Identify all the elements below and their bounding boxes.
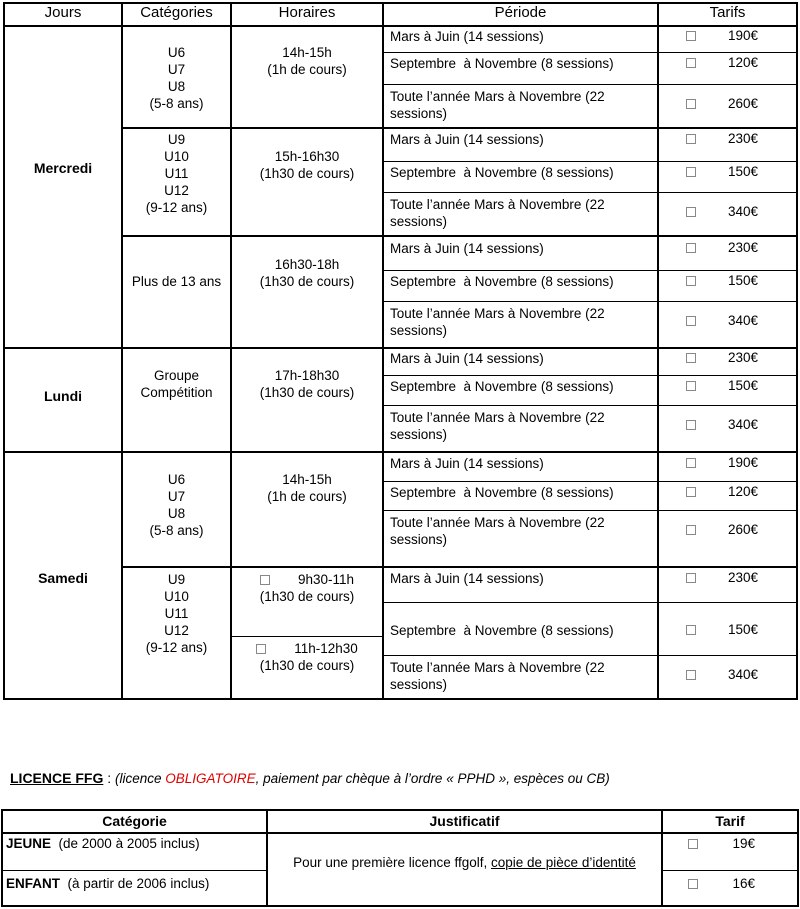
category-label: U7 bbox=[167, 489, 186, 504]
price-cell bbox=[686, 55, 786, 70]
licence-enfant-label: ENFANT bbox=[6, 876, 60, 891]
day-lundi: Lundi bbox=[43, 388, 83, 404]
checkbox-icon[interactable] bbox=[686, 420, 696, 430]
horaire-time: 11h-12h30 bbox=[232, 640, 382, 657]
price-value: 190€ bbox=[727, 455, 758, 470]
category-label: U7 bbox=[167, 62, 186, 77]
period-cell: Mars à Juin (14 sessions) bbox=[390, 351, 544, 366]
checkbox-icon[interactable] bbox=[686, 458, 696, 468]
period-cell: Toute l’année Mars à Novembre (22 sessions) bbox=[390, 660, 605, 692]
category-label: U6 bbox=[167, 472, 186, 487]
checkbox-icon[interactable] bbox=[688, 839, 698, 849]
price-value: 260€ bbox=[727, 96, 758, 111]
licence-justificatif: Pour une première licence ffgolf, copie de pièce d’identité bbox=[293, 855, 636, 870]
horaire-cell bbox=[232, 571, 382, 605]
category-u6-u8-samedi bbox=[123, 471, 230, 539]
checkbox-icon[interactable] bbox=[686, 243, 696, 253]
licence-jeune-label: JEUNE bbox=[6, 836, 52, 851]
licence-row-enfant bbox=[6, 876, 266, 891]
licence-enfant-note: (à partir de 2006 inclus) bbox=[60, 876, 210, 891]
header-jours: Jours bbox=[44, 4, 82, 21]
checkbox-icon[interactable] bbox=[686, 31, 696, 41]
period-cell: Toute l’année Mars à Novembre (22 sessions) bbox=[390, 410, 605, 442]
category-label: U11 bbox=[164, 606, 189, 621]
price-cell bbox=[686, 522, 786, 537]
horaire-duration: (1h30 de cours) bbox=[259, 385, 355, 400]
category-age: (5-8 ans) bbox=[149, 96, 204, 111]
horaire-time: 15h-16h30 bbox=[274, 149, 340, 164]
horaire-duration: (1h de cours) bbox=[267, 62, 347, 77]
licence-note: (licence OBLIGATOIRE, paiement par chèque à l’ordre « PPHD », espèces ou CB) bbox=[115, 771, 610, 786]
checkbox-icon[interactable] bbox=[686, 99, 696, 109]
category-u9-u12-samedi bbox=[123, 571, 230, 656]
category-age: (9-12 ans) bbox=[145, 200, 208, 215]
price-cell bbox=[686, 667, 786, 682]
horaire-duration: (1h30 de cours) bbox=[259, 274, 355, 289]
price-cell bbox=[686, 240, 786, 255]
price-value: 340€ bbox=[727, 417, 758, 432]
price-value: 230€ bbox=[727, 570, 758, 585]
price-cell bbox=[686, 313, 786, 328]
category-u9-u12 bbox=[123, 131, 230, 216]
price-cell bbox=[686, 131, 786, 146]
price-cell bbox=[686, 204, 786, 219]
horaire-cell bbox=[232, 367, 382, 401]
price-cell bbox=[686, 455, 786, 470]
horaire-cell bbox=[232, 640, 382, 674]
period-cell: Mars à Juin (14 sessions) bbox=[390, 571, 544, 586]
price-value: 150€ bbox=[727, 378, 758, 393]
period-cell: Toute l’année Mars à Novembre (22 sessions) bbox=[390, 515, 605, 547]
period-cell: Septembre à Novembre (8 sessions) bbox=[390, 274, 614, 289]
horaire-cell bbox=[232, 256, 382, 290]
checkbox-icon[interactable] bbox=[686, 207, 696, 217]
day-samedi: Samedi bbox=[38, 570, 88, 586]
checkbox-icon[interactable] bbox=[686, 381, 696, 391]
horaire-duration: (1h30 de cours) bbox=[259, 589, 355, 604]
price-value: 340€ bbox=[727, 667, 758, 682]
price-value: 230€ bbox=[727, 131, 758, 146]
checkbox-icon[interactable] bbox=[686, 134, 696, 144]
category-label: U8 bbox=[167, 79, 186, 94]
header-tarifs: Tarifs bbox=[709, 4, 746, 21]
horaire-cell bbox=[232, 148, 382, 182]
period-cell: Mars à Juin (14 sessions) bbox=[390, 132, 544, 147]
licence-justificatif-doc: copie de pièce d’identité bbox=[491, 855, 636, 870]
horaire-cell bbox=[232, 471, 382, 505]
price-cell bbox=[686, 378, 786, 393]
header-horaires: Horaires bbox=[278, 4, 336, 21]
horaire-time: 14h-15h bbox=[282, 472, 332, 487]
day-mercredi: Mercredi bbox=[33, 160, 93, 176]
price-value: 190€ bbox=[727, 28, 758, 43]
checkbox-icon[interactable] bbox=[686, 573, 696, 583]
licence-header-categorie: Catégorie bbox=[102, 813, 167, 829]
horaire-time: 16h30-18h bbox=[274, 257, 340, 272]
checkbox-icon[interactable] bbox=[686, 58, 696, 68]
category-label: U12 bbox=[164, 623, 189, 638]
licence-jeune-note: (de 2000 à 2005 inclus) bbox=[51, 836, 200, 851]
checkbox-icon[interactable] bbox=[686, 625, 696, 635]
horaire-duration: (1h30 de cours) bbox=[259, 658, 355, 673]
period-cell: Mars à Juin (14 sessions) bbox=[390, 241, 544, 256]
period-cell: Septembre à Novembre (8 sessions) bbox=[390, 165, 614, 180]
category-competition bbox=[123, 367, 230, 401]
horaire-duration: (1h30 de cours) bbox=[259, 166, 355, 181]
price-value: 150€ bbox=[727, 164, 758, 179]
price-value: 260€ bbox=[727, 522, 758, 537]
licence-header-tarif: Tarif bbox=[715, 813, 745, 829]
price-cell bbox=[686, 96, 786, 111]
price-cell bbox=[686, 484, 786, 499]
horaire-time: 17h-18h30 bbox=[274, 368, 340, 383]
checkbox-icon[interactable] bbox=[686, 316, 696, 326]
checkbox-icon[interactable] bbox=[686, 525, 696, 535]
price-value: 150€ bbox=[727, 622, 758, 637]
price-cell bbox=[686, 28, 786, 43]
licence-row-jeune bbox=[6, 836, 266, 851]
horaire-time: 9h30-11h bbox=[232, 571, 382, 588]
checkbox-icon[interactable] bbox=[686, 167, 696, 177]
price-cell bbox=[686, 570, 786, 585]
category-label: U6 bbox=[167, 45, 186, 60]
licence-price-value: 19€ bbox=[732, 836, 755, 851]
checkbox-icon[interactable] bbox=[686, 670, 696, 680]
category-label: U11 bbox=[164, 166, 189, 181]
category-age: (9-12 ans) bbox=[145, 640, 208, 655]
category-label: U12 bbox=[164, 183, 189, 198]
period-cell: Septembre à Novembre (8 sessions) bbox=[390, 623, 614, 638]
licence-price-jeune bbox=[688, 836, 788, 851]
category-label: Compétition bbox=[140, 385, 213, 400]
horaire-cell bbox=[232, 44, 382, 78]
period-cell: Septembre à Novembre (8 sessions) bbox=[390, 379, 614, 394]
period-cell: Septembre à Novembre (8 sessions) bbox=[390, 485, 614, 500]
licence-price-enfant bbox=[688, 876, 788, 891]
category-label: U9 bbox=[167, 132, 186, 147]
horaire-time: 14h-15h bbox=[282, 45, 332, 60]
licence-header-justificatif: Justificatif bbox=[429, 813, 500, 829]
category-label: U8 bbox=[167, 506, 186, 521]
period-cell: Mars à Juin (14 sessions) bbox=[390, 456, 544, 471]
price-value: 120€ bbox=[727, 484, 758, 499]
category-label: U10 bbox=[164, 149, 189, 164]
price-value: 150€ bbox=[727, 273, 758, 288]
price-cell bbox=[686, 273, 786, 288]
licence-price-value: 16€ bbox=[732, 876, 755, 891]
price-value: 120€ bbox=[727, 55, 758, 70]
period-cell: Septembre à Novembre (8 sessions) bbox=[390, 56, 614, 71]
price-value: 340€ bbox=[727, 204, 758, 219]
horaire-duration: (1h de cours) bbox=[267, 489, 347, 504]
header-periode: Période bbox=[494, 4, 547, 21]
header-categories: Catégories bbox=[140, 4, 213, 21]
price-cell bbox=[686, 350, 786, 365]
category-label: Groupe bbox=[153, 368, 200, 383]
checkbox-icon[interactable] bbox=[686, 276, 696, 286]
checkbox-icon[interactable] bbox=[686, 353, 696, 363]
checkbox-icon[interactable] bbox=[260, 575, 270, 585]
licence-heading bbox=[10, 770, 790, 786]
licence-title: LICENCE FFG bbox=[10, 770, 104, 786]
price-value: 340€ bbox=[727, 313, 758, 328]
category-plus13: Plus de 13 ans bbox=[131, 274, 222, 289]
price-cell bbox=[686, 622, 786, 637]
category-label: U9 bbox=[167, 572, 186, 587]
period-cell: Toute l’année Mars à Novembre (22 sessions) bbox=[390, 306, 605, 338]
checkbox-icon[interactable] bbox=[688, 879, 698, 889]
period-cell: Toute l’année Mars à Novembre (22 sessions) bbox=[390, 197, 605, 229]
category-label: U10 bbox=[164, 589, 189, 604]
period-cell: Mars à Juin (14 sessions) bbox=[390, 29, 544, 44]
checkbox-icon[interactable] bbox=[256, 644, 266, 654]
checkbox-icon[interactable] bbox=[686, 487, 696, 497]
licence-sep: : bbox=[103, 770, 116, 786]
period-cell: Toute l’année Mars à Novembre (22 sessions) bbox=[390, 89, 605, 121]
category-u6-u8 bbox=[123, 44, 230, 112]
category-age: (5-8 ans) bbox=[149, 523, 204, 538]
price-value: 230€ bbox=[727, 350, 758, 365]
price-cell bbox=[686, 164, 786, 179]
price-value: 230€ bbox=[727, 240, 758, 255]
price-cell bbox=[686, 417, 786, 432]
